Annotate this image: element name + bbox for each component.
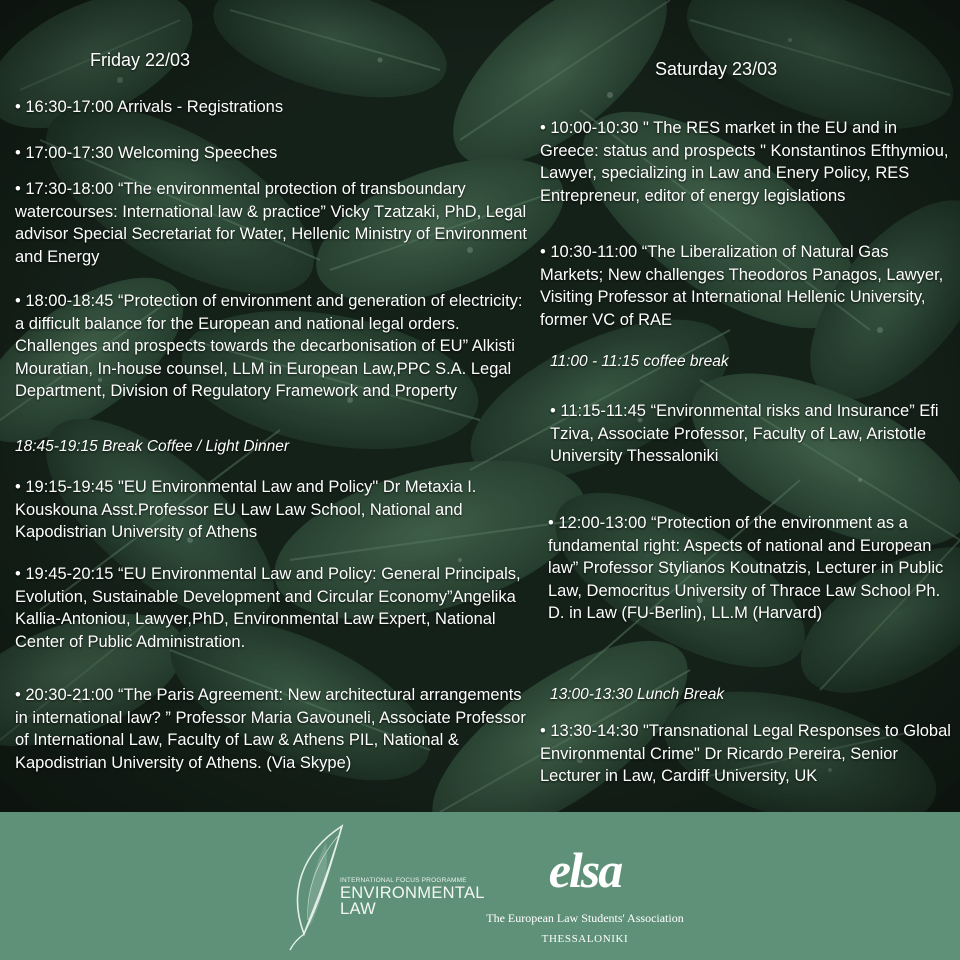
friday-item-electricity: • 18:00-18:45 “Protection of environment and generation of electricity: a difficult balance for the European and national legal orders. Challenges and prospects towards the decarbonisation of EU” Alkisti Mouratian, In-house counsel, LLM in European Law,PPC S.A. Legal Department, Division of Regulatory Framework and Property <box>15 292 523 400</box>
saturday-item-insurance: • 11:15-11:45 “Environmental risks and Insurance” Efi Tziva, Associate Professor, Faculty of Law, Aristotle University Thessaloniki <box>550 402 939 465</box>
elsa-wordmark: elsa <box>548 842 622 898</box>
elsa-thessaloniki-logo <box>482 826 688 952</box>
friday-item-welcome: • 17:00-17:30 Welcoming Speeches <box>15 144 278 162</box>
friday-item-break: 18:45-19:15 Break Coffee / Light Dinner <box>15 438 290 455</box>
friday-item-watercourses: • 17:30-18:00 “The environmental protection of transboundary watercourses: International law & practice” Vicky Tzatzaki, PhD, Legal advisor Special Secretariat for Water, Hellenic Ministry of Environment and Energy <box>15 180 527 266</box>
friday-item-arrivals: • 16:30-17:00 Arrivals - Registrations <box>15 98 284 116</box>
saturday-item-fundamental-right: • 12:00-13:00 “Protection of the environment as a fundamental right: Aspects of national and European law” Professor Stylianos Koutnatzis, Lecturer in Public Law, Democritus University of Thrace Law School Ph. D. in Law (FU-Berlin), LL.M (Harvard) <box>548 514 944 622</box>
ifp-environmental-law-logo <box>282 822 485 954</box>
saturday-item-res-market: • 10:00-10:30 " The RES market in the EU and in Greece: status and prospects " Konstantinos Efthymiou, Lawyer, specializing in Law and Enery Policy, RES Entrepreneur, editor of energy legislations <box>540 119 949 205</box>
saturday-item-lunch: 13:00-13:30 Lunch Break <box>550 686 725 703</box>
saturday-item-natural-gas: • 10:30-11:00 “The Liberalization of Natural Gas Markets; New challenges Theodoros Panagos, Lawyer, Visiting Professor at International Hellenic University, former VC of RAE <box>540 243 944 329</box>
saturday-item-environmental-crime: • 13:30-14:30 "Transnational Legal Responses to Global Environmental Crime" Dr Ricardo Pereira, Senior Lecturer in Law, Cardiff University, UK <box>540 722 951 785</box>
friday-heading: Friday 22/03 <box>90 50 191 70</box>
friday-item-circular-economy: • 19:45-20:15 “EU Environmental Law and Policy: General Principals, Evolution, Sustainable Development and Circular Economy”Angelika Kallia-Antoniou, Lawyer,PhD, Environmental Law Expert, National Center of Public Administration. <box>15 565 521 651</box>
friday-item-eu-law: • 19:15-19:45 "EU Environmental Law and Policy" Dr Metaxia I. Kouskouna Asst.Professor EU Law Law School, National and Kapodistrian University of Athens <box>15 478 477 541</box>
ifp-programme-label: INTERNATIONAL FOCUS PROGRAMME <box>340 877 467 884</box>
elsa-city: THESSALONIKI <box>541 933 629 945</box>
saturday-item-coffee: 11:00 - 11:15 coffee break <box>550 353 729 370</box>
ifp-law-text: LAW <box>340 900 377 918</box>
saturday-heading: Saturday 23/03 <box>655 59 778 79</box>
ifp-environmental-text: ENVIRONMENTAL <box>340 884 485 902</box>
elsa-tagline: The European Law Students' Association <box>486 911 684 925</box>
friday-item-paris-agreement: • 20:30-21:00 “The Paris Agreement: New architectural arrangements in international law? ” Professor Maria Gavouneli, Associate Professor of International Law, Faculty of Law & Athens PIL, National & Kapodistrian University of Athens. (Via Skype) <box>15 686 526 772</box>
sponsor-footer <box>0 812 960 960</box>
